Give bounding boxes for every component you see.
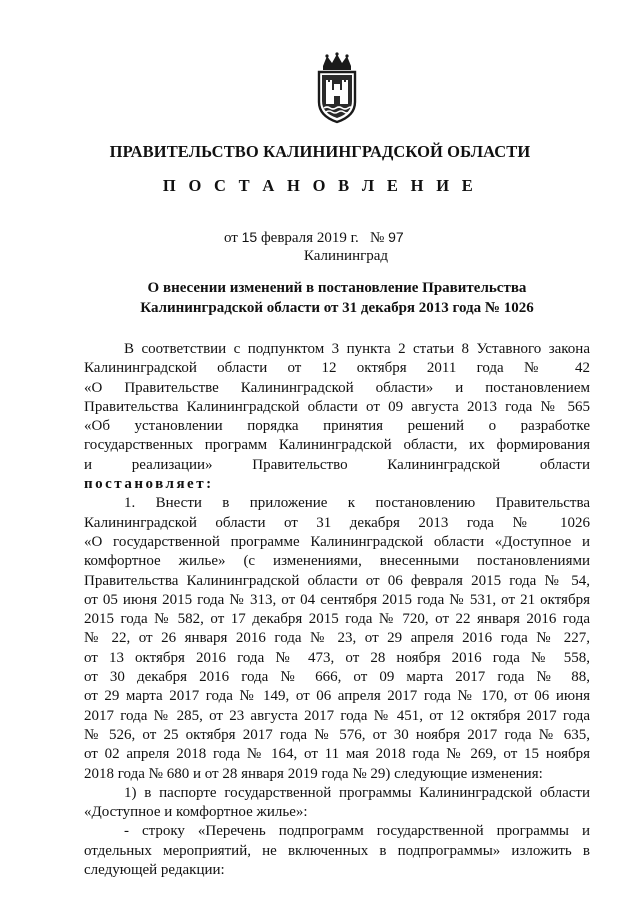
text-line: № 22, от 26 января 2016 года № 23, от 29 апреля 2016 года № 227, bbox=[84, 630, 590, 647]
text-line: Правительства Калининградской области от 06 февраля 2015 года № 54, bbox=[84, 572, 590, 589]
document-number: 97 bbox=[388, 229, 404, 245]
item-1-paragraph bbox=[84, 494, 590, 783]
text-line: 1) в паспорте государственной программы Калининградской области bbox=[124, 784, 590, 801]
subject-line: О внесении изменений в постановление Правительства bbox=[147, 280, 527, 296]
text-line: отдельных мероприятий, не включенных в подпрограммы» изложить в bbox=[84, 842, 590, 859]
text-line: 2015 года № 582, от 17 декабря 2015 года № 720, от 22 января 2016 года bbox=[84, 611, 590, 628]
text-line: государственных программ Калининградской области, их формирования bbox=[84, 437, 590, 454]
text-line: 1. Внести в приложение к постановлению Правительства bbox=[124, 495, 590, 512]
subject-line: Калининградской области от 31 декабря 2013 года № 1026 bbox=[140, 300, 534, 316]
text-line: от 05 июня 2015 года № 313, от 04 сентября 2015 года № 531, от 21 октября bbox=[84, 591, 590, 608]
text-line: Калининградской области от 31 декабря 2013 года № 1026 bbox=[84, 514, 590, 531]
date-day: 15 bbox=[241, 229, 258, 245]
date-prefix: от bbox=[224, 230, 238, 246]
text-line: от 29 марта 2017 года № 149, от 06 апреля 2017 года № 170, от 06 июня bbox=[84, 688, 590, 705]
city: Калининград bbox=[303, 248, 389, 264]
text-line: и реализации» Правительство Калининградской области bbox=[84, 456, 590, 473]
text-line: «О государственной программе Калининградской области «Доступное и bbox=[84, 533, 590, 550]
text-line: от 02 апреля 2018 года № 164, от 11 мая 2018 года № 269, от 15 ноября bbox=[84, 746, 590, 763]
document-subject bbox=[84, 278, 590, 318]
document-body bbox=[84, 340, 590, 880]
text-line: В соответствии с подпунктом 3 пункта 2 статьи 8 Уставного закона bbox=[124, 341, 590, 357]
text-line: от 13 октября 2016 года № 473, от 28 ноября 2016 года № 558, bbox=[84, 649, 590, 666]
text-line: «Об установлении порядка принятия решений о разработке bbox=[84, 418, 590, 435]
date-rest: февраля 2019 г. bbox=[260, 230, 359, 246]
government-title: ПРАВИТЕЛЬСТВО КАЛИНИНГРАДСКОЙ ОБЛАСТИ bbox=[109, 142, 531, 161]
text-line: 2018 года № 680 и от 28 января 2019 года № 29) следующие изменения: bbox=[84, 765, 543, 782]
text-line: от 30 декабря 2016 года № 666, от 09 марта 2017 года № 88, bbox=[84, 669, 590, 686]
text-line: комфортное жилье» (с изменениями, внесенными постановлениями bbox=[84, 553, 590, 570]
text-line: 2017 года № 285, от 23 августа 2017 года № 451, от 12 октября 2017 года bbox=[84, 707, 590, 724]
text-line: «О Правительстве Калининградской области» и постановлением bbox=[84, 379, 590, 396]
document-type: П О С Т А Н О В Л Е Н И Е bbox=[162, 176, 478, 195]
text-line: Правительства Калининградской области от 09 августа 2013 года № 565 bbox=[84, 398, 590, 415]
subitem-1-paragraph bbox=[84, 784, 590, 823]
dash-item-paragraph bbox=[84, 822, 590, 880]
document-date-number bbox=[224, 229, 404, 247]
text-line: Калининградской области от 12 октября 2011 года № 42 bbox=[84, 360, 590, 377]
preamble-paragraph bbox=[84, 340, 590, 494]
text-line: - строку «Перечень подпрограмм государственной программы и bbox=[124, 823, 590, 840]
number-prefix: № bbox=[370, 230, 385, 246]
text-line: № 526, от 25 октября 2017 года № 576, от 30 ноября 2017 года № 635, bbox=[84, 726, 590, 743]
text-line: следующей редакции: bbox=[84, 862, 225, 879]
text-line: «Доступное и комфортное жилье»: bbox=[84, 804, 308, 821]
resolves-word: постановляет: bbox=[84, 476, 214, 493]
kaliningrad-coat-of-arms-icon bbox=[315, 52, 359, 124]
